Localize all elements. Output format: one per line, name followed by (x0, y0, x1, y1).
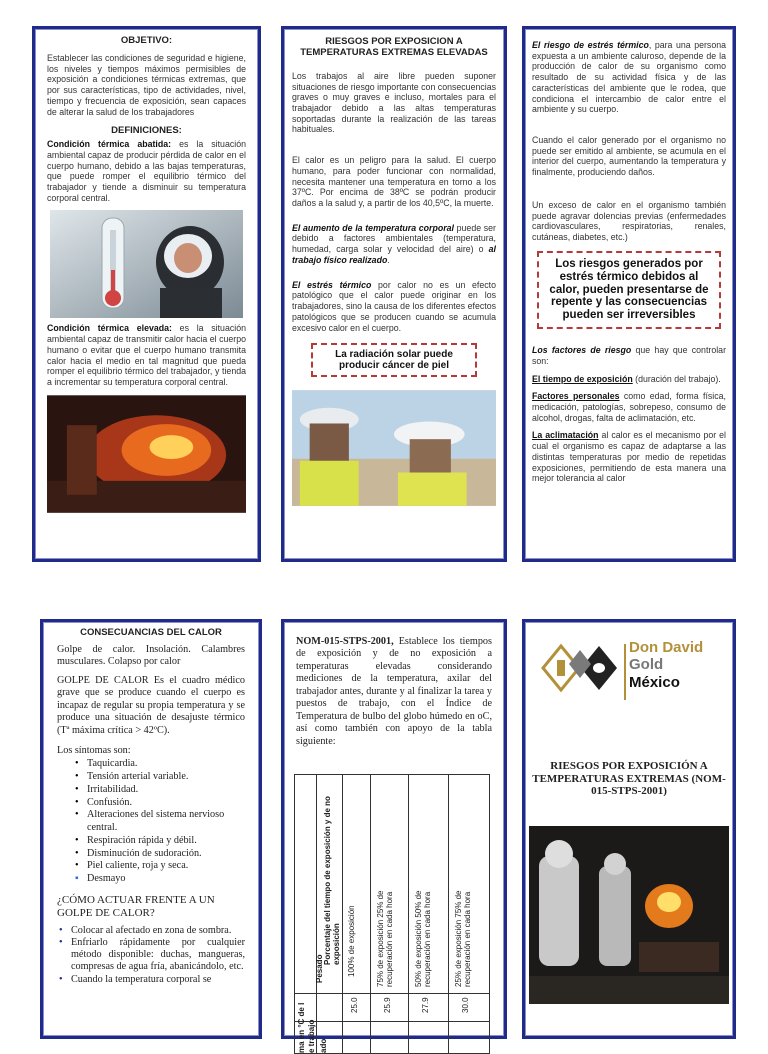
estres-p1-em: El riesgo de estrés térmico (532, 40, 649, 50)
objetivo-text: Establecer las condiciones de seguridad e higiene, los niveles y tiempos máximos permisibles de exposición a condiciones térmicas extremas, que por sus características, tipo de actividades, nivel, tiempo y frecuencia de exposición, sean capaces de alterar la salud de los trabajadores (47, 52, 246, 117)
consecuencias-title: CONSECUANCIAS DEL CALOR (80, 627, 222, 638)
estres-p3: Un exceso de calor en el organismo también puede agravar dolencias previas (enfermedades cardiovasculares, respiratorias, renales, cutáneas, diabetes, etc.) (532, 199, 726, 243)
actuar-title: ¿CÓMO ACTUAR FRENTE A UN GOLPE DE CALOR? (57, 893, 215, 920)
molten-metal-photo (47, 395, 246, 513)
factor-personales-term: Factores personales (532, 391, 620, 402)
panel-objetivo (32, 26, 261, 562)
sintoma-item: ▪ Desmayo (75, 873, 245, 886)
factores-intro (532, 345, 726, 366)
brand-line2: Gold (629, 656, 664, 674)
table-row3-value: 27.9 (421, 997, 430, 1013)
cover-title: RIESGOS POR EXPOSICIÓN A TEMPERATURAS EXTREMAS (NOM-015-STPS-2001) (532, 760, 726, 798)
brand-line1: Don David (629, 639, 704, 656)
def-elevada (47, 323, 246, 387)
sintoma-item: • Tensión arterial variable. (75, 771, 245, 784)
accion-item: • Cuando la temperatura corporal se (57, 974, 245, 986)
nom-text: Establece los tiempos de exposición y de no exposición a temperaturas elevadas considerando mediciones de la temperatura, axilar del trabajador antes, durante y al finalizar la tarea y puestos de trabajo, con el Índice de Temperatura de bulbo del globo húmedo en oC, así como también con apoyo de la tabla siguiente: (296, 636, 492, 747)
table-row1-label: 100% de exposición (347, 905, 356, 977)
consecuencias-p1: Golpe de calor. Insolación. Calambres musculares. Colapso por calor (57, 643, 245, 668)
table-header-left2: e trabajo (307, 1019, 316, 1053)
factor-aclimatacion-term: La aclimatación (532, 430, 599, 441)
factores-text: que hay que controlar son: (532, 345, 726, 366)
workers-hardhats-photo (292, 389, 496, 507)
irreversible-risks-callout: Los riesgos generados por estrés térmico debidos al calor, pueden presentarse de repente y las consecuencias pueden ser irreversibles (537, 251, 721, 329)
table-header-pesado: Pesado (315, 954, 324, 983)
factor-tiempo (532, 374, 726, 385)
def-abatida-text: es la situación ambiental capaz de producir pérdida de calor en el cuerpo humano, debido a las bajas temperaturas, que puede romper el equilibrio térmico del trabajador y tiende a disminuir su temperatura corporal central. (47, 139, 246, 203)
factor-aclimatacion (532, 430, 726, 484)
riesgos-p4 (292, 280, 496, 334)
definiciones-title: DEFINICIONES: (111, 125, 182, 137)
table-row3-label: 50% de exposición 50% de recuperación en cada hora (414, 890, 432, 987)
riesgos-p3 (292, 223, 496, 266)
exposure-table (294, 774, 490, 1054)
nom-description (296, 636, 492, 748)
def-elevada-term: Condición térmica elevada: (47, 323, 172, 334)
table-row4-value: 30.0 (461, 997, 470, 1013)
sintoma-item: • Confusión. (75, 797, 245, 810)
panel-cover (522, 619, 736, 1039)
factor-personales (532, 391, 726, 423)
def-elevada-text: es la situación ambiental capaz de transmitir calor hacia el cuerpo humano o evitar que el cuerpo humano transmita calor hacia el medio en tal magnitud que pueda romper el equilibrio térmico del trabajador, y tienda a incrementar su temperatura corporal central. (47, 323, 246, 388)
panel-estres-termico (522, 26, 736, 562)
solar-radiation-callout: La radiación solar puede producir cáncer de piel (311, 343, 477, 377)
frozen-man-thermometer-photo (47, 210, 246, 318)
golpe-calor-def: GOLPE DE CALOR Es el cuadro médico grave que se produce cuando el cuerpo es incapaz de regular su propia temperatura y se produce una situación de desajuste térmico (Tª máxima crítica > 42ºC). (57, 674, 245, 736)
panel-consecuencias (40, 619, 262, 1039)
accion-item: • Colocar al afectado en zona de sombra. (57, 925, 245, 937)
table-row1-value: 25.0 (350, 997, 359, 1013)
table-row4-label: 25% de exposición 75% de recuperación en cada hora (454, 890, 472, 987)
logo-area (525, 622, 733, 772)
riesgos-p4-em: El estrés térmico (292, 279, 372, 290)
riesgos-p3-a: puede ser debido a factores ambientales (temperatura, humedad, carga solar y velocidad del aire) o (292, 222, 496, 255)
sintoma-item: • Piel caliente, roja y seca. (75, 860, 245, 873)
table-header-left3: ado (319, 1038, 328, 1053)
riesgos-p2: El calor es un peligro para la salud. El cuerpo humano, para poder funcionar con normalidad, necesita mantener una temperatura en torno a los 37ºC. Por encima de 38ºC se podrán producir daños a la salud y, a partir de los 40,5ºC, la muerte. (292, 155, 496, 209)
logo-divider (624, 644, 626, 700)
estres-p1-text: , para una persona expuesta a un ambiente caluroso, depende de la producción de calor de su organismo como resultado de su actividad física y de las características del ambiente que le rodea, que condiciona el intercambio de calor entre el ambiente y su cuerpo. (532, 40, 727, 115)
riesgos-p1: Los trabajos al aire libre pueden suponer situaciones de riesgo importante con consecuencias graves o muy graves e incluso, mortales para el trabajador debido a las altas temperaturas soportadas durante la realización de las tareas habituales. (292, 70, 496, 135)
panel-riesgos-elevadas (281, 26, 507, 562)
brand-name (629, 639, 703, 691)
panel-nom-015 (281, 619, 507, 1053)
sintoma-item: • Alteraciones del sistema nervioso central. (75, 809, 245, 835)
brand-line3: México (629, 673, 680, 691)
table-row2-value: 25.9 (383, 997, 392, 1013)
sintomas-title: Los síntomas son: (57, 744, 131, 756)
accion-item: • Enfriarlo rápidamente por cualquier método disponible: duchas, mangueras, compresas de agua fría, abanicándolo, etc. (57, 937, 245, 974)
riesgos-elevadas-title: RIESGOS POR EXPOSICION A TEMPERATURAS EXTREMAS ELEVADAS (300, 36, 488, 58)
estres-p2: Cuando el calor generado por el organismo no puede ser emitido al ambiente, se acumula en el interior del cuerpo, aumentando la temperatura y finalmente, produciendo daños. (532, 135, 726, 178)
sintoma-item: • Respiración rápida y débil. (75, 835, 245, 848)
factor-tiempo-term: El tiempo de exposición (532, 373, 633, 384)
factor-aclimatacion-text: al calor es el mecanismo por el cual el organismo es capaz de adaptarse a las distintas temperaturas por medio de repetidas exposiciones, permitiendo de esta manera una mejor tolerancia al calor (532, 430, 726, 484)
acciones-list (57, 925, 245, 986)
def-abatida-term: Condición térmica abatida: (47, 139, 172, 150)
riesgos-p3-b: . (387, 254, 390, 265)
sintoma-item: • Irritabilidad. (75, 784, 245, 797)
table-header-left: ma en °C de I (297, 1002, 306, 1053)
foundry-workers-photo (529, 826, 729, 1004)
nom-code: NOM-015-STPS-2001, (296, 636, 394, 647)
estres-p1 (532, 40, 726, 115)
table-row2-label: 75% de exposición 25% de recuperación en cada hora (376, 890, 394, 987)
riesgos-p3-em: El aumento de la temperatura corporal (292, 222, 454, 233)
factores-em: Los factores de riesgo (532, 345, 632, 356)
factor-personales-text: como edad, forma física, medicación, patologías, sobrepeso, consumo de alcohol, drogas, falta de aclimatación, etc. (532, 391, 726, 423)
sintomas-list (75, 758, 245, 886)
factor-tiempo-text: (duración del trabajo). (632, 373, 721, 384)
def-abatida (47, 139, 246, 203)
riesgos-p4-text: por calor no es un efecto patológico que el calor puede originar en los trabajadores, sino la causa de los diferentes efectos patológicos que se producen cuando se acumula excesivo calor en el cuerpo. (292, 279, 496, 333)
riesgos-p3-em2: al trabajo físico realizado (292, 244, 496, 265)
sintoma-item: • Taquicardia. (75, 758, 245, 771)
don-david-gold-logo-icon (539, 640, 621, 702)
objetivo-title: OBJETIVO: (120, 35, 173, 46)
sintoma-item: • Disminución de sudoración. (75, 848, 245, 861)
table-header-porcentaje: Porcentaje del tiempo de exposición y de no exposición (323, 796, 341, 965)
